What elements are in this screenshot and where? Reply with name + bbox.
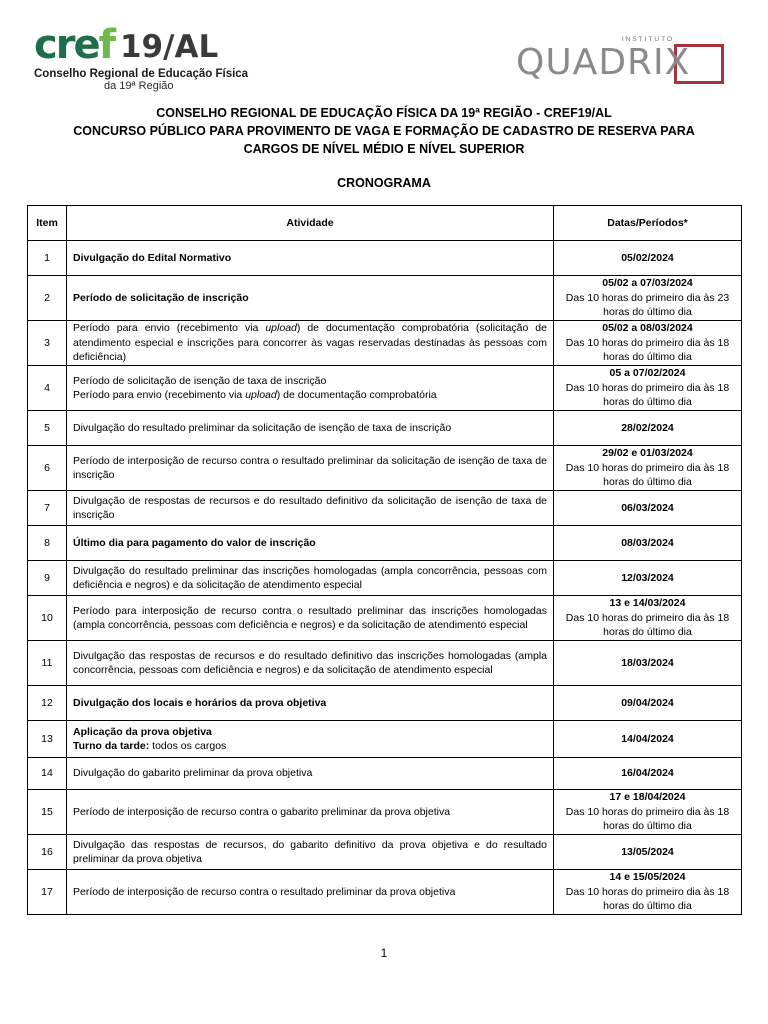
row-item: 5 bbox=[28, 411, 67, 446]
row-activity: Último dia para pagamento do valor de inscrição bbox=[67, 526, 554, 561]
table-row bbox=[28, 835, 742, 870]
table-row bbox=[28, 526, 742, 561]
page-number: 1 bbox=[380, 946, 388, 960]
row-date-note: Das 10 horas do primeiro dia às 18 horas do último dia bbox=[565, 885, 730, 913]
heading-council: CONSELHO REGIONAL DE EDUCAÇÃO FÍSICA DA 19ª REGIÃO - CREF19/AL bbox=[156, 106, 612, 120]
row-item: 7 bbox=[28, 491, 67, 526]
table-row bbox=[28, 596, 742, 641]
row-date-main: 14 e 15/05/2024 bbox=[609, 871, 686, 884]
cref-logo-wordmark bbox=[34, 22, 264, 68]
cref-logo-region: da 19ª Região bbox=[104, 80, 174, 92]
quadrix-logo bbox=[516, 36, 732, 88]
row-date bbox=[554, 366, 742, 411]
row-date-main: 13 e 14/03/2024 bbox=[609, 597, 686, 610]
row-item: 13 bbox=[28, 721, 67, 758]
row-date-main: 28/02/2024 bbox=[621, 421, 674, 434]
table-row bbox=[28, 686, 742, 721]
row-item: 14 bbox=[28, 758, 67, 790]
row-activity: Divulgação de respostas de recursos e do resultado definitivo da solicitação de isenção de taxa de inscrição bbox=[67, 491, 554, 526]
row-item: 15 bbox=[28, 790, 67, 835]
row-date-main: 17 e 18/04/2024 bbox=[609, 791, 686, 804]
row-activity: Divulgação do resultado preliminar da solicitação de isenção de taxa de inscrição bbox=[67, 411, 554, 446]
row-activity: Período de solicitação de inscrição bbox=[67, 276, 554, 321]
row-date bbox=[554, 276, 742, 321]
row-item: 4 bbox=[28, 366, 67, 411]
row-activity: Período de interposição de recurso contra o resultado preliminar da solicitação de isenção de taxa de inscrição bbox=[67, 446, 554, 491]
row-activity: Período de solicitação de isenção de taxa de inscrição Período para envio (recebimento via upload) de documentação comprobatória bbox=[67, 366, 554, 411]
row-date bbox=[554, 641, 742, 686]
row-item: 11 bbox=[28, 641, 67, 686]
row-activity: Divulgação dos locais e horários da prova objetiva bbox=[67, 686, 554, 721]
table-row bbox=[28, 870, 742, 915]
cref-logo bbox=[34, 22, 264, 98]
row-date-main: 06/03/2024 bbox=[621, 501, 674, 514]
row-date-main: 14/04/2024 bbox=[621, 732, 674, 745]
quadrix-logo-word: QUADRIX bbox=[516, 42, 691, 83]
table-row bbox=[28, 491, 742, 526]
row-date-note: Das 10 horas do primeiro dia às 18 horas do último dia bbox=[565, 805, 730, 833]
row-activity: Período de interposição de recurso contra o gabarito preliminar da prova objetiva bbox=[67, 790, 554, 835]
table-row bbox=[28, 561, 742, 596]
table-row bbox=[28, 790, 742, 835]
row-activity: Divulgação do resultado preliminar das inscrições homologadas (ampla concorrência, pessoas com deficiência e negros) e da solicitação de atendimento especial bbox=[67, 561, 554, 596]
row-activity: Divulgação do Edital Normativo bbox=[67, 241, 554, 276]
row-item: 10 bbox=[28, 596, 67, 641]
table-row bbox=[28, 276, 742, 321]
row-date-main: 09/04/2024 bbox=[621, 696, 674, 709]
schedule-table bbox=[27, 205, 742, 915]
row-activity: Divulgação das respostas de recursos, do gabarito definitivo da prova objetiva e do resultado preliminar da prova objetiva bbox=[67, 835, 554, 870]
row-item: 9 bbox=[28, 561, 67, 596]
row-date bbox=[554, 526, 742, 561]
row-date bbox=[554, 241, 742, 276]
row-item: 1 bbox=[28, 241, 67, 276]
row-date-main: 12/03/2024 bbox=[621, 571, 674, 584]
table-row bbox=[28, 641, 742, 686]
table-row bbox=[28, 721, 742, 758]
heading-levels: CARGOS DE NÍVEL MÉDIO E NÍVEL SUPERIOR bbox=[243, 142, 525, 156]
header-item: Item bbox=[28, 206, 67, 241]
table-row bbox=[28, 411, 742, 446]
row-date-main: 08/03/2024 bbox=[621, 536, 674, 549]
heading-contest: CONCURSO PÚBLICO PARA PROVIMENTO DE VAGA E FORMAÇÃO DE CADASTRO DE RESERVA PARA bbox=[73, 124, 695, 138]
row-date bbox=[554, 321, 742, 366]
row-item: 3 bbox=[28, 321, 67, 366]
row-date bbox=[554, 411, 742, 446]
row-date bbox=[554, 686, 742, 721]
row-item: 2 bbox=[28, 276, 67, 321]
row-activity: Aplicação da prova objetiva Turno da tarde: todos os cargos bbox=[67, 721, 554, 758]
row-date-note: Das 10 horas do primeiro dia às 18 horas do último dia bbox=[565, 461, 730, 489]
table-row bbox=[28, 241, 742, 276]
row-date-note: Das 10 horas do primeiro dia às 23 horas do último dia bbox=[565, 291, 730, 319]
row-activity: Divulgação do gabarito preliminar da prova objetiva bbox=[67, 758, 554, 790]
cref-logo-word: cref bbox=[34, 22, 114, 68]
quadrix-logo-institute: INSTITUTO bbox=[621, 36, 674, 43]
table-header-row bbox=[28, 206, 742, 241]
row-date bbox=[554, 758, 742, 790]
row-date-main: 05/02/2024 bbox=[621, 251, 674, 264]
row-date-note: Das 10 horas do primeiro dia às 18 horas do último dia bbox=[565, 336, 730, 364]
row-date bbox=[554, 561, 742, 596]
table-row bbox=[28, 366, 742, 411]
row-date-main: 05/02 a 07/03/2024 bbox=[602, 277, 693, 290]
heading-cronograma: CRONOGRAMA bbox=[337, 176, 431, 190]
row-date-main: 13/05/2024 bbox=[621, 845, 674, 858]
row-date bbox=[554, 870, 742, 915]
row-date bbox=[554, 491, 742, 526]
row-item: 6 bbox=[28, 446, 67, 491]
row-item: 16 bbox=[28, 835, 67, 870]
row-date bbox=[554, 835, 742, 870]
row-date bbox=[554, 596, 742, 641]
row-date-main: 29/02 e 01/03/2024 bbox=[602, 447, 693, 460]
row-item: 12 bbox=[28, 686, 67, 721]
table-row bbox=[28, 446, 742, 491]
row-activity: Divulgação das respostas de recursos e do resultado definitivo das inscrições homologadas (ampla concorrência, pessoas com deficiência e negros) e da solicitação de atendimento especial bbox=[67, 641, 554, 686]
row-activity: Período para envio (recebimento via upload) de documentação comprobatória (solicitação de atendimento especial e inscrições para concorrer às vagas reservadas destinadas às pessoas com deficiência) bbox=[67, 321, 554, 366]
row-date bbox=[554, 721, 742, 758]
row-activity: Período de interposição de recurso contra o resultado preliminar da prova objetiva bbox=[67, 870, 554, 915]
cref-logo-subtitle: Conselho Regional de Educação Física bbox=[34, 68, 249, 80]
row-date-main: 16/04/2024 bbox=[621, 767, 674, 780]
row-date-main: 05 a 07/02/2024 bbox=[609, 367, 686, 380]
row-date-main: 18/03/2024 bbox=[621, 656, 674, 669]
row-date-note: Das 10 horas do primeiro dia às 18 horas do último dia bbox=[565, 381, 730, 409]
row-item: 17 bbox=[28, 870, 67, 915]
row-item: 8 bbox=[28, 526, 67, 561]
header-activity: Atividade bbox=[67, 206, 554, 241]
table-row bbox=[28, 758, 742, 790]
row-date bbox=[554, 446, 742, 491]
row-date bbox=[554, 790, 742, 835]
header-dates: Datas/Períodos* bbox=[554, 206, 742, 241]
cref-logo-number: 19/AL bbox=[119, 29, 219, 65]
row-date-note: Das 10 horas do primeiro dia às 18 horas do último dia bbox=[565, 611, 730, 639]
row-date-main: 05/02 a 08/03/2024 bbox=[602, 322, 693, 335]
row-activity: Período para interposição de recurso contra o resultado preliminar das inscrições homologadas (ampla concorrência, pessoas com deficiência e negros) e da solicitação de atendimento especial bbox=[67, 596, 554, 641]
table-row bbox=[28, 321, 742, 366]
